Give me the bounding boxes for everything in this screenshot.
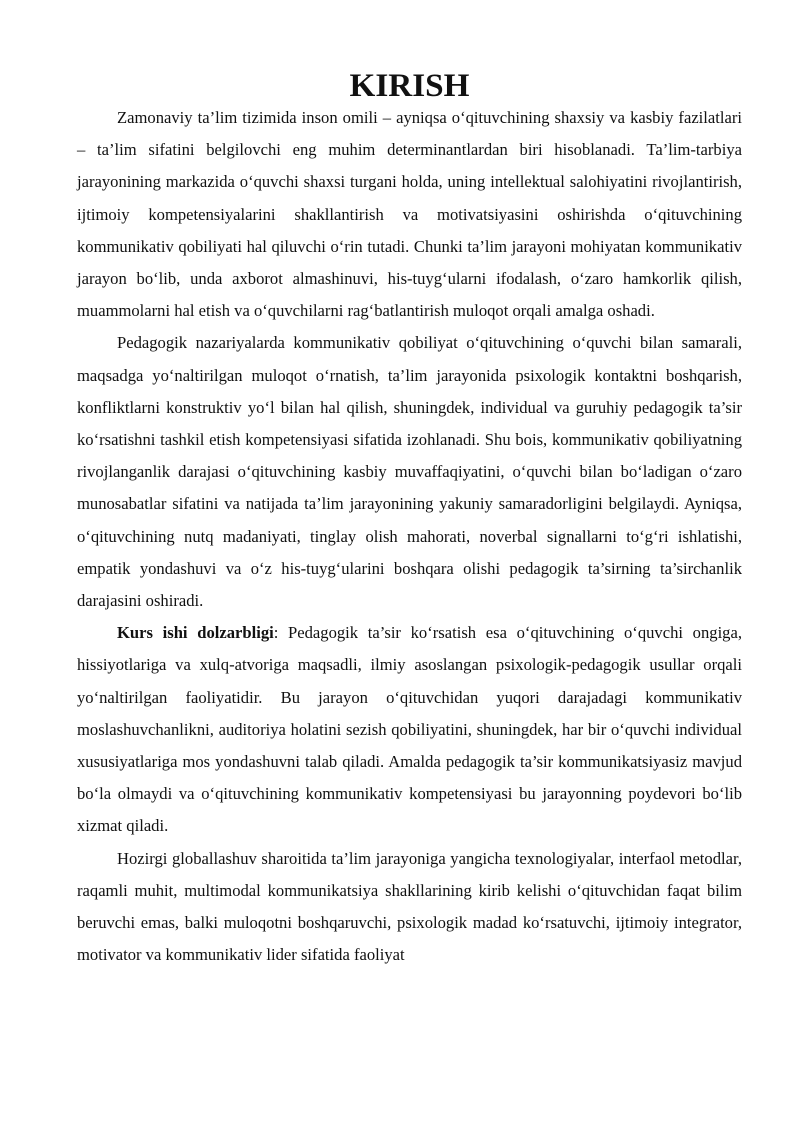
document-page: [77, 67, 742, 971]
paragraph-communicative-ability: [77, 327, 742, 617]
paragraph-introduction: [77, 102, 742, 327]
paragraph-text: Hozirgi globallashuv sharoitida ta’lim jarayoniga yangicha texnologiyalar, interfaol metodlar, raqamli muhit, multimodal kommunikatsiya shakllarining kirib kelishi o‘qituvchidan faqat bilim beruvchi emas, balki muloqotni boshqaruvchi, psixologik madad ko‘rsatuvchi, ijtimoiy integrator, motivator va kommunikativ lider sifatida faoliyat: [77, 848, 742, 965]
relevance-lead-label: Kurs ishi dolzarbligi: [117, 623, 274, 643]
paragraph-text: Zamonaviy ta’lim tizimida inson omili – ayniqsa o‘qituvchining shaxsiy va kasbiy fazilatlari – ta’lim sifatini belgilovchi eng muhim determinantlardan biri hisoblanadi. Ta’lim-tarbiya jarayonining markazida o‘quvchi shaxsi turgani holda, uning intellektual salohiyatini rivojlantirish, ijtimoiy kompetensiyalarini shakllantirish va motivatsiyasini oshirishda o‘qituvchining kommunikativ qobiliyati hal qiluvchi o‘rin tutadi. Chunki ta’lim jarayoni mohiyatan kommunikativ jarayon bo‘lib, unda axborot almashinuvi, his-tuyg‘ularni ifodalash, o‘zaro hamkorlik qilish, muammolarni hal etish va o‘quvchilarni rag‘batlantirish muloqot orqali amalga oshadi.: [77, 108, 742, 321]
paragraph-text: Pedagogik nazariyalarda kommunikativ qobiliyat o‘qituvchining o‘quvchi bilan samarali, maqsadga yo‘naltirilgan muloqot o‘rnatish, ta’lim jarayonida psixologik kontaktni boshqarish, konfliktlarni konstruktiv yo‘l bilan hal qilish, shuningdek, individual va guruhiy pedagogik ta’sir ko‘rsatishni tashkil etish kompetensiyasi sifatida izohlanadi. Shu bois, kommunikativ qobiliyatning rivojlanganlik darajasi o‘qituvchining kasbiy muvaffaqiyatini, o‘quvchi bilan bo‘ladigan o‘zaro munosabatlar sifatini va natijada ta’lim jarayonining yakuniy samaradorligini belgilaydi. Ayniqsa, o‘qituvchining nutq madaniyati, tinglay olish mahorati, noverbal signallarni to‘g‘ri ishlatishi, empatik yondashuvi va o‘z his-tuyg‘ularini boshqara olishi pedagogik ta’sirning ta’sirchanlik darajasini oshiradi.: [77, 333, 742, 611]
paragraph-relevance: [77, 617, 742, 842]
section-heading: KIRISH: [349, 67, 470, 104]
paragraph-text: : Pedagogik ta’sir ko‘rsatish esa o‘qituvchining o‘quvchi ongiga, hissiyotlariga va xulq-atvoriga maqsadli, ilmiy asoslangan psixologik-pedagogik usullar orqali yo‘naltirilgan faoliyatidir. Bu jarayon o‘qituvchidan yuqori darajadagi kommunikativ moslashuvchanlikni, auditoriya holatini sezish qobiliyatini, shuningdek, har bir o‘quvchi individual xususiyatlariga mos yondashuvni talab qiladi. Amalda pedagogik ta’sir kommunikatsiyasiz mavjud bo‘la olmaydi va o‘qituvchining kommunikativ kompetensiyasi bu jarayonning poydevori bo‘lib xizmat qiladi.: [77, 623, 742, 836]
paragraph-globalization: [77, 843, 742, 972]
